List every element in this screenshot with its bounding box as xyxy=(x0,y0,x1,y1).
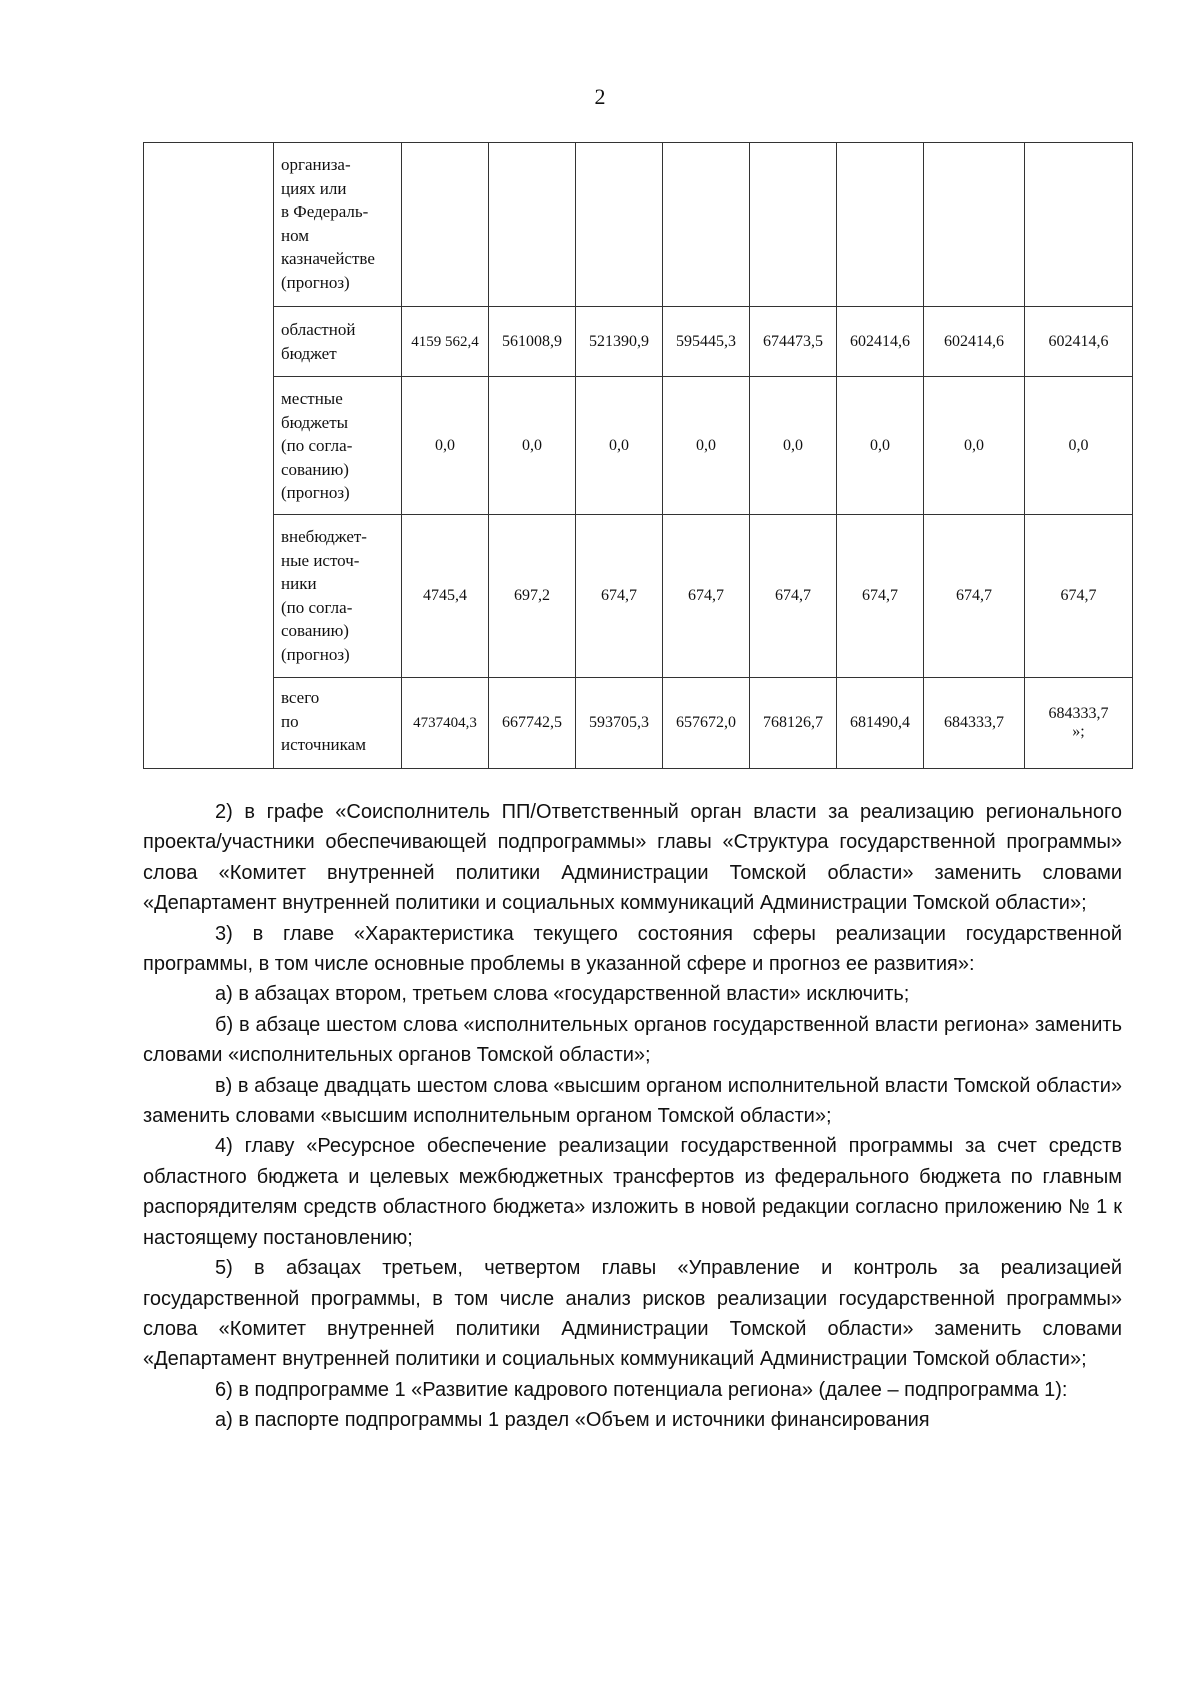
value-cell: 602414,6 xyxy=(924,307,1025,377)
value-cell: 684333,7 »; xyxy=(1025,678,1133,769)
value-cell: 674,7 xyxy=(663,515,750,678)
paragraph: а) в паспорте подпрограммы 1 раздел «Объем и источники финансирования xyxy=(215,1409,930,1432)
value-cell: 681490,4 xyxy=(837,678,924,769)
value-cell: 0,0 xyxy=(750,377,837,515)
paragraph: 2) в графе «Соисполнитель ПП/Ответственный орган власти за реализацию регионального проекта/участники обеспечивающей подпрограммы» главы «Структура государственной программы» слова «Комитет внутренней политики Администрации Томской области» заменить словами «Департамент внутренней политики и социальных коммуникаций Администрации Томской области»; xyxy=(143,801,1122,915)
value-cell: 674,7 xyxy=(837,515,924,678)
paragraph: а) в абзацах втором, третьем слова «государственной власти» исключить; xyxy=(215,983,910,1006)
amendment-text xyxy=(143,797,1122,1436)
value-cell: 0,0 xyxy=(924,377,1025,515)
value-cell: 561008,9 xyxy=(489,307,576,377)
value-cell xyxy=(837,143,924,307)
page-number: 2 xyxy=(594,84,606,109)
value-cell: 657672,0 xyxy=(663,678,750,769)
value-cell: 602414,6 xyxy=(1025,307,1133,377)
value-cell: 674,7 xyxy=(576,515,663,678)
value-cell: 674473,5 xyxy=(750,307,837,377)
value-cell: 0,0 xyxy=(576,377,663,515)
value-cell: 0,0 xyxy=(837,377,924,515)
value-cell: 602414,6 xyxy=(837,307,924,377)
value-cell: 674,7 xyxy=(750,515,837,678)
value-cell: 595445,3 xyxy=(663,307,750,377)
row-label: всего по источникам xyxy=(274,678,402,769)
value-cell: 4159 562,4 xyxy=(402,307,489,377)
row-label: местные бюджеты (по согла- сованию) (прогноз) xyxy=(274,377,402,515)
paragraph: 3) в главе «Характеристика текущего состояния сферы реализации государственной программы, в том числе основные проблемы в указанной сфере и прогноз ее развития»: xyxy=(143,922,1122,976)
paragraph: 6) в подпрограмме 1 «Развитие кадрового потенциала региона» (далее – подпрограмма 1): xyxy=(215,1378,1068,1401)
value-cell xyxy=(1025,143,1133,307)
value-cell xyxy=(924,143,1025,307)
value-cell: 593705,3 xyxy=(576,678,663,769)
value-cell xyxy=(576,143,663,307)
table-row xyxy=(144,678,1133,769)
row-label: внебюджет- ные источ- ники (по согла- сованию) (прогноз) xyxy=(274,515,402,678)
value-cell: 521390,9 xyxy=(576,307,663,377)
table-row xyxy=(144,307,1133,377)
value-cell xyxy=(750,143,837,307)
value-cell xyxy=(663,143,750,307)
table-row xyxy=(144,377,1133,515)
table-row xyxy=(144,143,1133,307)
table-row xyxy=(144,515,1133,678)
row-label: областной бюджет xyxy=(274,307,402,377)
value-cell: 0,0 xyxy=(402,377,489,515)
paragraph: в) в абзаце двадцать шестом слова «высшим органом исполнительной власти Томской области» заменить словами «высшим исполнительным органом Томской области»; xyxy=(143,1074,1122,1128)
value-cell xyxy=(489,143,576,307)
paragraph: 5) в абзацах третьем, четвертом главы «Управление и контроль за реализацией государственной программы, в том числе анализ рисков реализации государственной программы» слова «Комитет внутренней политики Администрации Томской области» заменить словами «Департамент внутренней политики и социальных коммуникаций Администрации Томской области»; xyxy=(143,1257,1122,1371)
value-cell: 0,0 xyxy=(489,377,576,515)
value-cell: 0,0 xyxy=(1025,377,1133,515)
value-cell: 4745,4 xyxy=(402,515,489,678)
value-cell: 667742,5 xyxy=(489,678,576,769)
value-cell: 684333,7 xyxy=(924,678,1025,769)
paragraph: б) в абзаце шестом слова «исполнительных органов государственной власти региона» заменить словами «исполнительных органов Томской области»; xyxy=(143,1013,1122,1067)
value-cell: 4737404,3 xyxy=(402,678,489,769)
empty-first-column-cell xyxy=(144,143,274,769)
value-cell xyxy=(402,143,489,307)
value-cell: 0,0 xyxy=(663,377,750,515)
funding-table xyxy=(143,142,1133,769)
value-cell: 697,2 xyxy=(489,515,576,678)
row-label: организа- циях или в Федераль- ном казначействе (прогноз) xyxy=(274,143,402,307)
value-cell: 674,7 xyxy=(1025,515,1133,678)
value-cell: 768126,7 xyxy=(750,678,837,769)
paragraph: 4) главу «Ресурсное обеспечение реализации государственной программы за счет средств областного бюджета и целевых межбюджетных трансфертов из федерального бюджета по главным распорядителям средств областного бюджета» изложить в новой редакции согласно приложению № 1 к настоящему постановлению; xyxy=(143,1135,1122,1249)
value-cell: 674,7 xyxy=(924,515,1025,678)
